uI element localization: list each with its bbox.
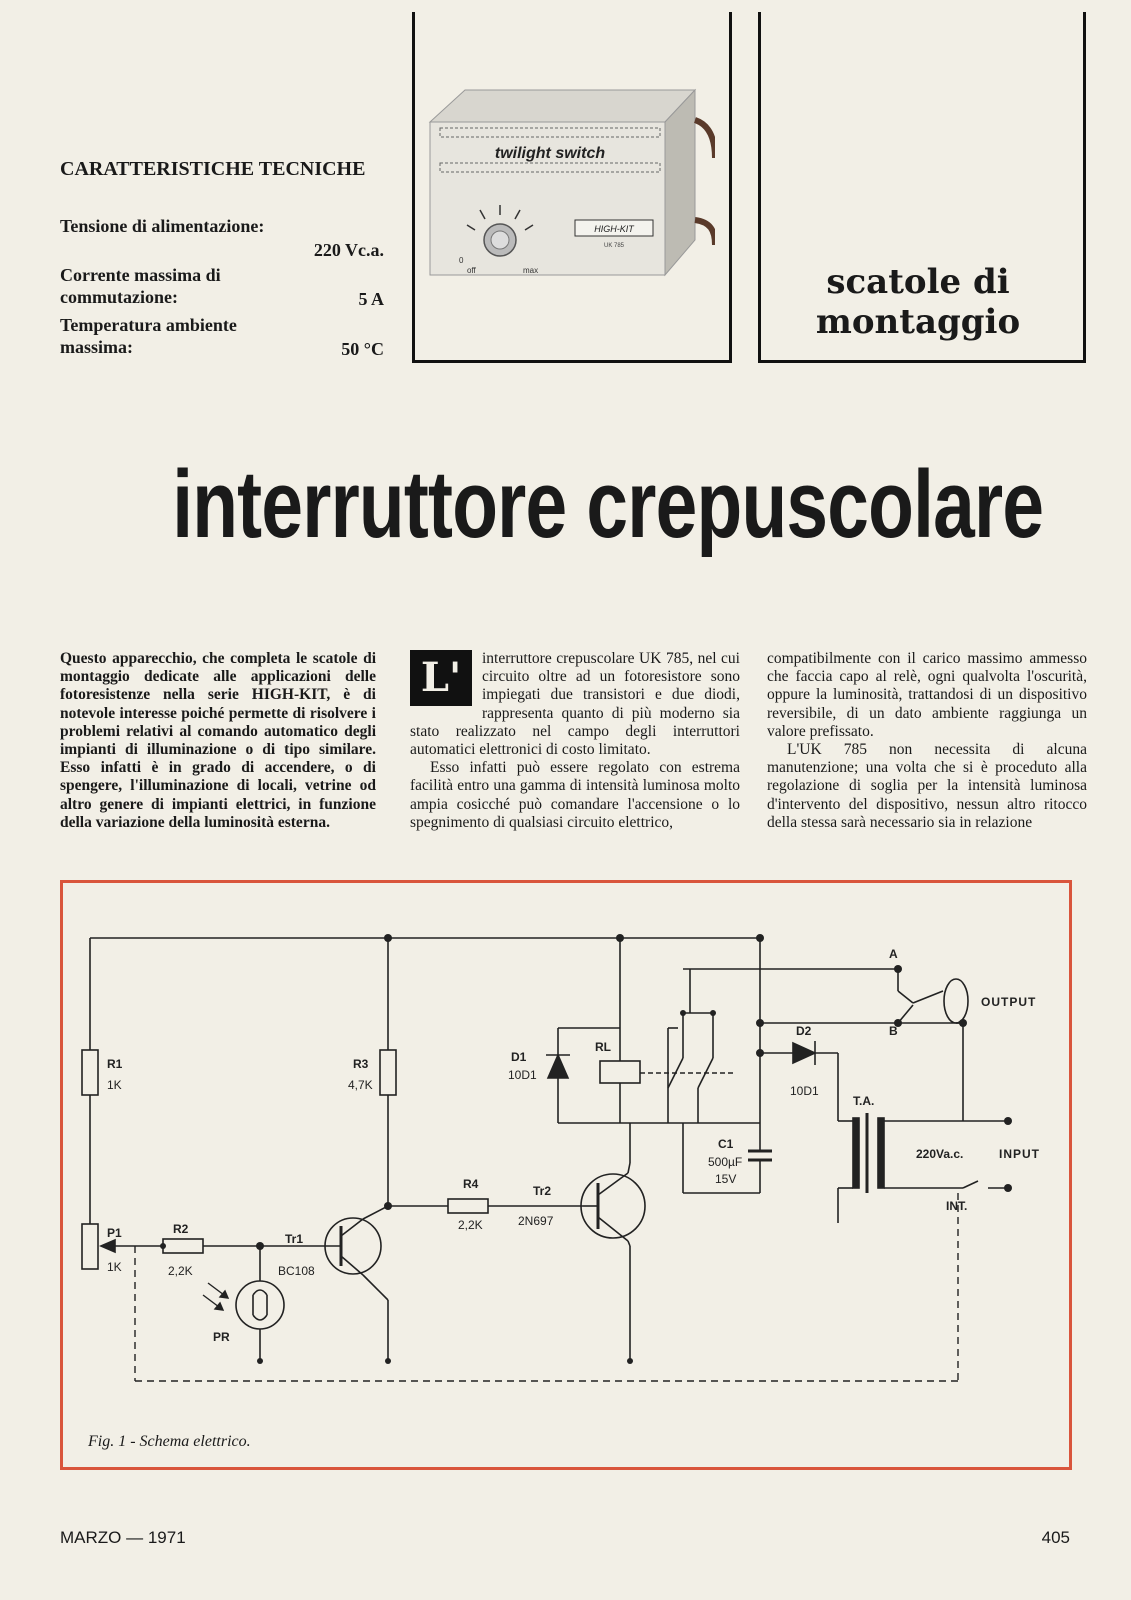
resistor-r1 <box>82 1050 98 1095</box>
page-number: 405 <box>1041 1528 1070 1547</box>
spec-value: 50 °C <box>341 339 384 359</box>
resistor-r2 <box>163 1239 203 1253</box>
intro-column <box>60 650 376 832</box>
spec-row-temperature <box>60 314 390 360</box>
value-p1: 1K <box>107 1260 122 1274</box>
product-photo <box>425 80 715 280</box>
body-paragraph: compatibilmente con il carico massimo ammesso che faccia capo al relè, ogni qualvolta l'oscurità, oppure la luminosità, trattandosi di un dispositivo reversibile, di un dato ambiente raggiunga un valore prefissato. <box>767 650 1087 740</box>
spec-title: CARATTERISTICHE TECNICHE <box>60 158 366 180</box>
label-r3: R3 <box>353 1057 369 1071</box>
value-tr1: BC108 <box>278 1264 315 1278</box>
label-r1: R1 <box>107 1057 123 1071</box>
spec-row-voltage <box>60 215 390 261</box>
brand-logo: HIGH-KIT <box>594 224 634 234</box>
spec-label: Tensione di alimentazione: <box>60 216 265 236</box>
diode-d2 <box>793 1043 815 1063</box>
spec-value: 5 A <box>358 289 384 309</box>
resistor-r3 <box>380 1050 396 1095</box>
body-paragraph: Esso infatti può essere regolato con estrema facilità entro una gamma di intensità luminosa molto ampia cosicché può comandare l'accensione o lo spegnimento di qualsiasi circuito elettrico, <box>410 759 740 831</box>
value-r2: 2,2K <box>168 1264 193 1278</box>
label-a: A <box>889 947 898 961</box>
dropcap: L' <box>410 650 472 706</box>
spec-row-current <box>60 264 390 310</box>
label-input-voltage: 220Va.c. <box>916 1147 964 1161</box>
photo-label: twilight switch <box>494 145 606 162</box>
intro-paragraph: Questo apparecchio, che completa le scatole di montaggio dedicate alle applicazioni delle fotoresistenze nella serie HIGH-KIT, è di notevole interesse poiché permette di risolvere i problemi relativi al comando automatico degli impianti di illuminazione o di tipo similare. Esso infatti è in grado di accendere, o di spengere, l'illuminazione di locali, vetrine od altro genere di impianti elettrici, in funzione della variazione della luminosità esterna. <box>60 650 376 831</box>
resistor-r4 <box>448 1199 488 1213</box>
footer-date: MARZO — 1971 <box>60 1528 186 1547</box>
knob-max: max <box>523 266 539 275</box>
article-title: interruttore crepuscolare <box>172 451 1044 558</box>
label-r2: R2 <box>173 1222 189 1236</box>
label-c1: C1 <box>718 1137 734 1151</box>
output-socket <box>944 979 968 1023</box>
value-c1-capacitance: 500µF <box>708 1155 743 1169</box>
photoresistor-pr <box>236 1281 284 1329</box>
figure-caption: Fig. 1 - Schema elettrico. <box>88 1433 251 1450</box>
potentiometer-p1 <box>82 1224 98 1269</box>
label-rl: RL <box>595 1040 611 1054</box>
relay-coil-rl <box>600 1061 640 1083</box>
label-output: OUTPUT <box>981 995 1037 1009</box>
value-r3: 4,7K <box>348 1078 373 1092</box>
value-tr2: 2N697 <box>518 1214 554 1228</box>
label-p1: P1 <box>107 1226 122 1240</box>
label-input: INPUT <box>999 1147 1040 1161</box>
circuit-schematic <box>63 883 1069 1431</box>
body-paragraph: interruttore crepuscolare UK 785, nel cui circuito oltre ad un fotoresistore sono impiegati due transistori e due diodi, rappresenta quanto di più moderno sia stato realizzato nel campo degli interruttori automatici elettronici di costo limitato. <box>410 650 740 759</box>
knob-off: off <box>467 266 476 275</box>
label-tr2: Tr2 <box>533 1184 552 1198</box>
spec-value: 220 Vc.a. <box>313 240 384 260</box>
body-column-2 <box>410 650 740 832</box>
label-d2: D2 <box>796 1024 812 1038</box>
value-r4: 2,2K <box>458 1218 483 1232</box>
spec-label: Corrente massima di commutazione: <box>60 265 221 307</box>
label-b: B <box>889 1024 898 1038</box>
model-label: UK 785 <box>603 243 625 249</box>
body-paragraph: L'UK 785 non necessita di alcuna manutenzione; una volta che si è proceduto alla regolazione di soglia per la intensità luminosa d'intervento del dispositivo, nessun altro ritocco della stessa sarà necessario sia in relazione <box>767 741 1087 831</box>
label-tr1: Tr1 <box>285 1232 304 1246</box>
section-title: scatole di montaggio <box>815 262 1021 342</box>
label-ta: T.A. <box>853 1094 875 1108</box>
label-int: INT. <box>946 1199 968 1213</box>
spec-label: Temperatura ambiente massima: <box>60 315 237 357</box>
value-r1: 1K <box>107 1078 122 1092</box>
diode-d1 <box>548 1055 568 1078</box>
body-column-3 <box>767 650 1087 832</box>
value-c1-voltage: 15V <box>715 1172 737 1186</box>
value-d2: 10D1 <box>790 1084 819 1098</box>
label-r4: R4 <box>463 1177 479 1191</box>
label-pr: PR <box>213 1330 230 1344</box>
label-d1: D1 <box>511 1050 527 1064</box>
transformer-ta <box>853 1118 859 1188</box>
knob-min: 0 <box>459 256 464 265</box>
value-d1: 10D1 <box>508 1068 537 1082</box>
